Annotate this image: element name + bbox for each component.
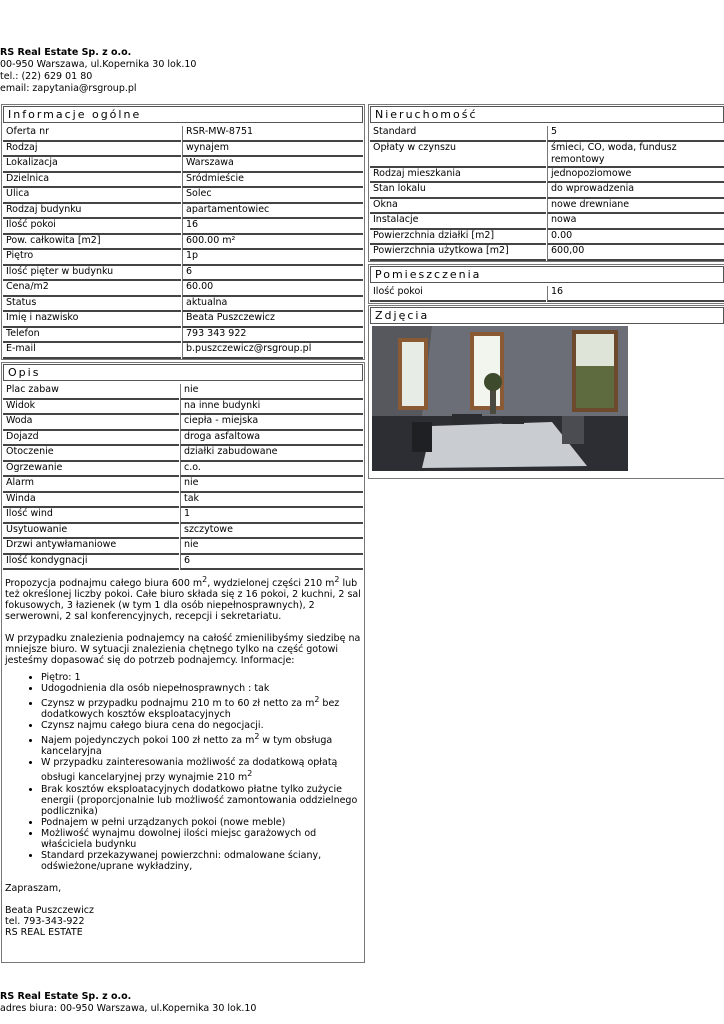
table-row (370, 183, 724, 199)
superscript: 2 (334, 575, 340, 584)
table-row (3, 508, 363, 524)
general-info-table (2, 126, 364, 359)
text-fragment: bez dodatkowych kosztów eksploatacyjnych (41, 698, 340, 721)
row-label: Oferta nr (3, 126, 181, 142)
table-row (3, 188, 363, 204)
row-value: 16 (547, 286, 724, 302)
table-row (3, 312, 363, 328)
row-value: 600,00 (547, 245, 724, 261)
description-title: Opis (3, 364, 363, 381)
rooms-title: Pomieszczenia (370, 266, 724, 283)
table-row (370, 126, 724, 142)
table-row (3, 297, 363, 313)
row-value: apartamentowiec (182, 204, 363, 220)
company-name: RS Real Estate Sp. z o.o. (0, 47, 132, 58)
row-value: 6 (180, 555, 363, 571)
table-row (3, 281, 363, 297)
row-label: Powierzchnia działki [m2] (370, 230, 546, 246)
text-fragment: Czynsz w przypadku podnajmu 210 m to 60 zł netto za m (41, 698, 315, 710)
row-value: 1 (180, 508, 363, 524)
row-value: 793 343 922 (182, 328, 363, 344)
table-row (3, 384, 363, 400)
table-row (3, 250, 363, 266)
row-label: Ilość pokoi (370, 286, 546, 302)
row-label: Telefon (3, 328, 181, 344)
list-item: • Standard przekazywanej powierzchni: odmalowane ściany, odświeżone/uprane wykładziny, (41, 850, 361, 872)
row-label: Alarm (3, 477, 179, 493)
row-value: działki zabudowane (180, 446, 363, 462)
table-row (3, 524, 363, 540)
text-fragment: , wydzielonej części 210 m (207, 578, 335, 590)
signature-name: Beata Puszczewicz (5, 904, 94, 916)
row-label: Instalacje (370, 214, 546, 230)
row-label: Cena/m2 (3, 281, 181, 297)
table-row (3, 157, 363, 173)
table-row (3, 539, 363, 555)
company-phone: tel.: (22) 629 01 80 (0, 71, 93, 82)
table-row (3, 431, 363, 447)
table-row (370, 168, 724, 184)
table-row (370, 199, 724, 215)
table-row (3, 462, 363, 478)
table-row (370, 214, 724, 230)
superscript: 2 (314, 695, 320, 705)
row-label: Winda (3, 493, 179, 509)
photos-title: Zdjęcia (370, 307, 724, 324)
row-value: 5 (547, 126, 724, 142)
property-table (369, 126, 724, 261)
table-row (3, 173, 363, 189)
list-item (41, 694, 361, 720)
row-label: Status (3, 297, 181, 313)
list-item: • Udogodnienia dla osób niepełnosprawnych : tak (41, 683, 361, 694)
row-label: Ilość pięter w budynku (3, 266, 181, 282)
row-value: Warszawa (182, 157, 363, 173)
description-paragraph: W przypadku znalezienia podnajemcy na całość zmienilibyśmy siedzibę na mniejsze biuro. W sytuacji znalezienia chętnego tylko na część gotowi jesteśmy dopasować się do potrzeb podnajemcy. Informacje: (5, 633, 361, 667)
table-row (3, 446, 363, 462)
row-label: Dojazd (3, 431, 179, 447)
footer-company-name: RS Real Estate Sp. z o.o. (0, 991, 132, 1002)
superscript: 2 (254, 732, 260, 742)
description-table (2, 384, 364, 570)
table-row (3, 415, 363, 431)
row-label: Imię i nazwisko (3, 312, 181, 328)
text-fragment: Propozycja podnajmu całego biura 600 m (5, 578, 203, 590)
row-value: droga asfaltowa (180, 431, 363, 447)
table-row (3, 204, 363, 220)
rooms-table (369, 286, 724, 302)
row-value: wynajem (182, 142, 363, 158)
row-value: nowe drewniane (547, 199, 724, 215)
description-text (2, 570, 364, 942)
row-label: Ulica (3, 188, 181, 204)
table-row (370, 230, 724, 246)
row-value: do wprowadzenia (547, 183, 724, 199)
company-address: 00-950 Warszawa, ul.Kopernika 30 lok.10 (0, 59, 197, 70)
row-value: na inne budynki (180, 400, 363, 416)
page-footer (0, 991, 256, 1015)
row-label: Standard (370, 126, 546, 142)
list-item: • Podnajem w pełni urządzanych pokoi (nowe meble) (41, 817, 361, 828)
row-value: aktualna (182, 297, 363, 313)
row-label: Rodzaj mieszkania (370, 168, 546, 184)
property-panel (368, 104, 724, 262)
row-value: śmieci, CO, woda, fundusz remontowy (547, 142, 724, 168)
row-label: Okna (370, 199, 546, 215)
row-label: Ilość wind (3, 508, 179, 524)
row-label: Ilość pokoi (3, 219, 181, 235)
row-label: Woda (3, 415, 179, 431)
rooms-panel (368, 264, 724, 304)
text-fragment: W przypadku zainteresowania możliwość za dodatkową opłatą obsługi kancelaryjnej przy wynajmie 210 m (41, 757, 338, 784)
list-item: • Czynsz najmu całego biura cena do negocjacji. (41, 720, 361, 731)
row-label: Piętro (3, 250, 181, 266)
row-value: nie (180, 384, 363, 400)
table-row (3, 328, 363, 344)
signature-company: RS REAL ESTATE (5, 926, 83, 938)
row-value: tak (180, 493, 363, 509)
row-label: Ogrzewanie (3, 462, 179, 478)
property-title: Nieruchomość (370, 106, 724, 123)
text-fragment: w tym obsługa kancelaryjna (41, 735, 333, 758)
list-item: • Możliwość wynajmu dowolnej ilości miejsc garażowych od właściciela budynku (41, 828, 361, 850)
superscript: 2 (247, 769, 253, 779)
table-row (3, 555, 363, 571)
row-value: 6 (182, 266, 363, 282)
general-info-panel (1, 104, 365, 360)
table-row (3, 493, 363, 509)
company-header (0, 47, 196, 95)
row-label: Lokalizacja (3, 157, 181, 173)
superscript: 2 (202, 575, 208, 584)
row-value: nowa (547, 214, 724, 230)
table-row (3, 266, 363, 282)
text-fragment: Najem pojedynczych pokoi 100 zł netto za m (41, 735, 255, 747)
table-row (3, 400, 363, 416)
footer-address: adres biura: 00-950 Warszawa, ul.Kopernika 30 lok.10 (0, 1003, 257, 1014)
row-value: Solec (182, 188, 363, 204)
table-row (370, 245, 724, 261)
row-value: c.o. (180, 462, 363, 478)
description-paragraph (5, 574, 361, 622)
row-value: RSR-MW-8751 (182, 126, 363, 142)
row-label: Dzielnica (3, 173, 181, 189)
row-value: 600.00 m² (182, 235, 363, 251)
table-row (3, 126, 363, 142)
row-label: Ilość kondygnacji (3, 555, 179, 571)
row-label: Usytuowanie (3, 524, 179, 540)
description-panel (1, 362, 365, 963)
row-value: szczytowe (180, 524, 363, 540)
table-row (3, 477, 363, 493)
row-value: 1p (182, 250, 363, 266)
info-list (5, 672, 361, 871)
table-row (3, 343, 363, 359)
row-label: Powierzchnia użytkowa [m2] (370, 245, 546, 261)
row-value: Beata Puszczewicz (182, 312, 363, 328)
row-label: E-mail (3, 343, 181, 359)
general-info-title: Informacje ogólne (3, 106, 363, 123)
row-label: Rodzaj budynku (3, 204, 181, 220)
text-fragment: lub też określonej liczby pokoi. Całe biuro składa się z 16 pokoi, 2 kuchni, 2 sal fokusowych, 3 łazienek (w tym 1 dla osób niepełnosprawnych), 2 serwerowni, 2 sal konferencyjnych, recepcji i sekretariatu. (5, 578, 361, 623)
row-value: ciepła - miejska (180, 415, 363, 431)
row-label: Drzwi antywłamaniowe (3, 539, 179, 555)
row-value: 0.00 (547, 230, 724, 246)
closing-line: Zapraszam, (5, 882, 62, 894)
office-photo[interactable] (372, 326, 628, 471)
office-photo-image (372, 326, 628, 471)
row-label: Otoczenie (3, 446, 179, 462)
row-value: 60.00 (182, 281, 363, 297)
row-label: Pow. całkowita [m2] (3, 235, 181, 251)
email-link[interactable]: b.puszczewicz@rsgroup.pl (182, 343, 363, 359)
row-value: Śródmieście (182, 173, 363, 189)
list-item: • Brak kosztów eksploatacyjnych dodatkowo płatne tylko zużycie energii (proporcjonalnie lub możliwość zamontowania oddzielnego podlicznika) (41, 784, 361, 817)
row-value: nie (180, 539, 363, 555)
table-row (370, 142, 724, 168)
row-value: jednopoziomowe (547, 168, 724, 184)
table-row (3, 142, 363, 158)
row-label: Stan lokalu (370, 183, 546, 199)
table-row (3, 235, 363, 251)
table-row (3, 219, 363, 235)
list-item (41, 731, 361, 757)
signature-phone: tel. 793-343-922 (5, 915, 85, 927)
photos-panel (368, 305, 724, 479)
table-row (370, 286, 724, 302)
row-label: Rodzaj (3, 142, 181, 158)
row-label: Widok (3, 400, 179, 416)
row-value: nie (180, 477, 363, 493)
company-email: email: zapytania@rsgroup.pl (0, 83, 137, 94)
row-label: Plac zabaw (3, 384, 179, 400)
row-label: Opłaty w czynszu (370, 142, 546, 168)
row-value: 16 (182, 219, 363, 235)
list-item: • Piętro: 1 (41, 672, 361, 683)
list-item (41, 757, 361, 783)
